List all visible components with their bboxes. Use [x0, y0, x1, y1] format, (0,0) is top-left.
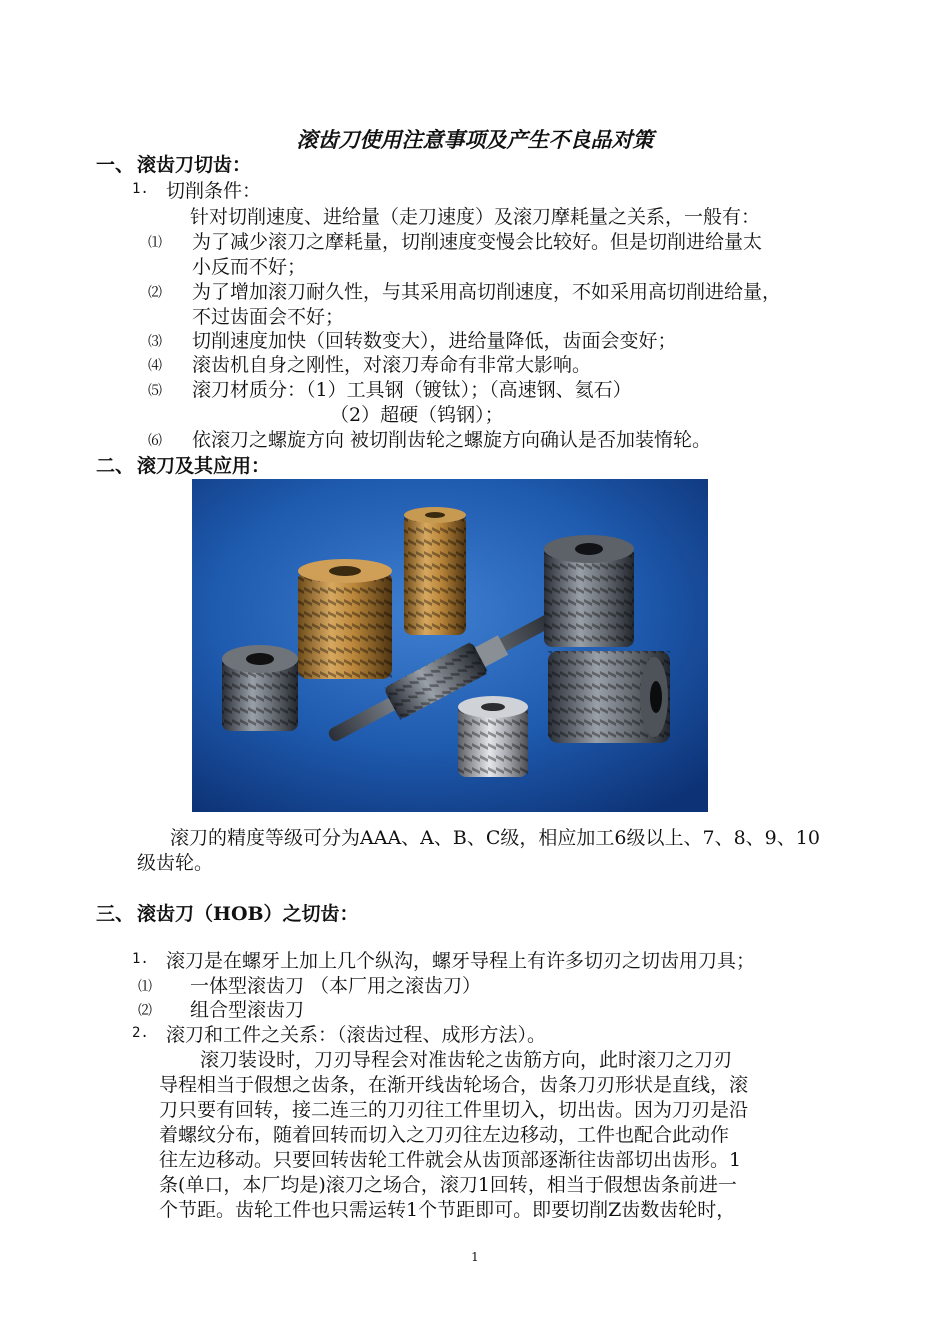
s1-item1-label: 切削条件： — [166, 180, 262, 202]
s3-para-line: 导程相当于假想之齿条，在渐开线齿轮场合，齿条刀刃形状是直线，滚 — [159, 1074, 749, 1096]
hob-cutters-photo — [192, 479, 708, 812]
s1-p6: 依滚刀之螺旋方向 被切削齿轮之螺旋方向确认是否加装惰轮。 — [192, 429, 712, 451]
s3-para-line: 滚刀装设时，刀刃导程会对准齿轮之齿筋方向，此时滚刀之刀刃 — [200, 1049, 733, 1071]
s1-p1-marker: ⑴ — [148, 235, 162, 251]
section1-marker: 一、 — [96, 154, 135, 176]
section2-heading: 滚刀及其应用： — [137, 455, 271, 477]
s1-p5-marker: ⑸ — [148, 383, 162, 399]
s1-item1-marker: 1. — [132, 181, 149, 197]
s1-p2-line1: 为了增加滚刀耐久性，与其采用高切削速度，不如采用高切削进给量， — [192, 281, 782, 303]
s3-item2: 滚刀和工件之关系：（滚齿过程、成形方法）。 — [166, 1024, 547, 1046]
s3-item1-marker: 1. — [132, 951, 149, 967]
s1-p5-line2: （2）超硬（钨钢）； — [330, 404, 504, 426]
s1-p1-line1: 为了减少滚刀之摩耗量，切削速度变慢会比较好。但是切削进给量太 — [192, 231, 763, 253]
s1-p5-line1: 滚刀材质分：（1）工具钢（镀钛）；（高速钢、氦石） — [192, 379, 632, 401]
document-title: 滚齿刀使用注意事项及产生不良品对策 — [296, 127, 654, 152]
s1-p4: 滚齿机自身之刚性，对滚刀寿命有非常大影响。 — [192, 354, 592, 376]
section1-heading: 滚齿刀切齿： — [137, 154, 252, 176]
section2-marker: 二、 — [96, 455, 135, 477]
s3-para-line: 刀只要有回转，接二连三的刀刃往工件里切入，切出齿。因为刀刃是沿 — [159, 1099, 749, 1121]
s1-p6-marker: ⑹ — [148, 433, 162, 449]
s2-caption-line1: 滚刀的精度等级可分为AAA、A、B、C级，相应加工6级以上、7、8、9、10 — [170, 827, 820, 849]
section3-heading: 滚齿刀（HOB）之切齿： — [137, 903, 359, 925]
s3-para-line: 着螺纹分布，随着回转而切入之刀刃往左边移动，工件也配合此动作 — [159, 1124, 730, 1146]
s3-sub1: 一体型滚齿刀 （本厂用之滚齿刀） — [190, 975, 482, 997]
s2-caption-line2: 级齿轮。 — [137, 852, 214, 874]
s1-p3-marker: ⑶ — [148, 334, 162, 350]
s1-p4-marker: ⑷ — [148, 358, 162, 374]
s1-p2-line2: 不过齿面会不好； — [192, 306, 345, 328]
s3-sub1-marker: ⑴ — [138, 979, 152, 995]
s1-p3: 切削速度加快（回转数变大），进给量降低，齿面会变好； — [192, 330, 677, 352]
s3-para-line: 往左边移动。只要回转齿轮工件就会从齿顶部逐渐往齿部切出齿形。1 — [159, 1149, 742, 1171]
s3-sub2: 组合型滚齿刀 — [190, 999, 305, 1021]
s3-item1: 滚刀是在螺牙上加上几个纵沟，螺牙导程上有许多切刃之切齿用刀具； — [166, 950, 756, 972]
s3-item2-marker: 2. — [132, 1025, 149, 1041]
s1-p2-marker: ⑵ — [148, 285, 162, 301]
s3-para-line: 个节距。齿轮工件也只需运转1个节距即可。即要切削Z齿数齿轮时， — [159, 1199, 736, 1221]
s1-intro: 针对切削速度、进给量（走刀速度）及滚刀摩耗量之关系，一般有： — [190, 206, 761, 228]
s3-para-line: 条(单口，本厂均是)滚刀之场合，滚刀1回转，相当于假想齿条前进一 — [159, 1174, 737, 1196]
section3-marker: 三、 — [96, 903, 135, 925]
page-number: 1 — [471, 1250, 479, 1264]
s3-sub2-marker: ⑵ — [138, 1003, 152, 1019]
s1-p1-line2: 小反而不好； — [192, 256, 307, 278]
